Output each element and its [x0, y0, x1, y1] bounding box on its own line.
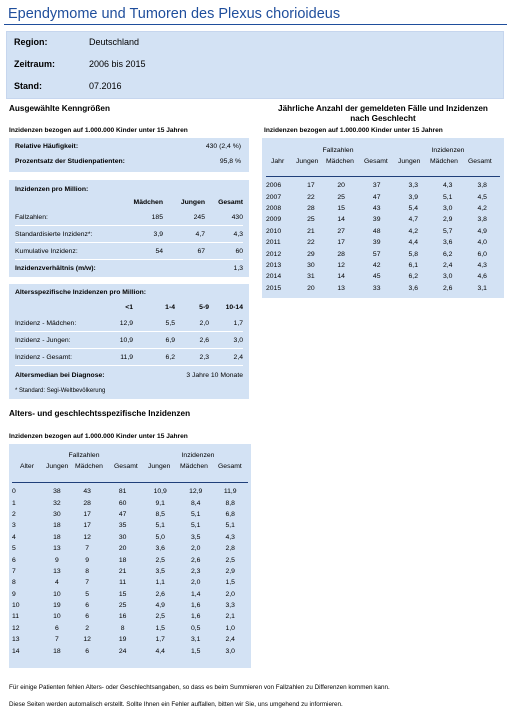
alter-col-gesamt: Gesamt: [114, 463, 138, 470]
alter-table-row: [12, 497, 248, 508]
alter-table-cell: 9: [54, 556, 59, 564]
alter-table-cell: 30: [53, 510, 61, 518]
jahr-table-cell: 25: [337, 193, 345, 201]
footer-note-1: Für einige Patienten fehlen Alters- oder Geschlechtsangaben, so dass es beim Summieren von Fallzahlen zu Differenzen kommen kann.: [9, 684, 390, 691]
alter-cell: 1,7: [233, 320, 243, 327]
alter-table-cell: 3,0: [225, 647, 235, 655]
alter-table-subheading: Inzidenzen bezogen auf 1.000.000 Kinder unter 15 Jahren: [9, 433, 188, 440]
alter-table-cell: 12: [83, 533, 91, 541]
jahr-table-cell: 31: [307, 273, 315, 281]
alter-table-cell: 7: [12, 567, 16, 575]
alter-table-cell: 7: [85, 579, 90, 587]
col-jungen: Jungen: [180, 199, 205, 206]
alter-table-cell: 4: [54, 579, 59, 587]
alter-table-cell: 10: [53, 613, 61, 621]
alter-table-cell: 5,0: [155, 533, 165, 541]
alter-group-inzidenzen: Inzidenzen: [181, 452, 215, 459]
jahr-table-cell: 43: [372, 204, 381, 212]
stand-label: Stand:: [14, 81, 42, 91]
alter-table-cell: 3,5: [190, 533, 201, 541]
alter-table-cell: 3,3: [225, 602, 235, 610]
alter-group-fallzahlen: Fallzahlen: [68, 452, 100, 459]
alter-table-cell: 10: [53, 590, 61, 598]
jahr-table-cell: 4,7: [408, 216, 418, 224]
kenngroessen-heading: Ausgewählte Kenngrößen: [9, 104, 110, 113]
alter-table-cell: 2: [12, 510, 16, 518]
alter-row-label: Inzidenz - Gesamt:: [15, 354, 73, 361]
kum-inzidenz-maedchen: 54: [155, 248, 163, 255]
jahr-table-cell: 17: [307, 182, 315, 190]
alter-table-cell: 6: [85, 613, 90, 621]
jahr-table-cell: 28: [307, 204, 315, 212]
alter-col-alter: Alter: [20, 463, 34, 470]
standard-note: * Standard: Segi-Weltbevölkerung: [15, 388, 106, 394]
alter-table-cell: 4,4: [155, 647, 165, 655]
jahr-subheading: Inzidenzen bezogen auf 1.000.000 Kinder unter 15 Jahren: [264, 127, 443, 134]
altersspezifisch-box: [9, 284, 249, 399]
jahr-col-inz-maedchen: Mädchen: [430, 158, 458, 165]
jahr-table-cell: 20: [337, 182, 345, 190]
alter-table-cell: 3,5: [155, 567, 165, 575]
jahr-table-row: [266, 203, 500, 214]
jahr-header-divider: [266, 176, 500, 177]
alter-table-row: [12, 566, 248, 577]
alter-table-cell: 2,5: [225, 556, 235, 564]
alter-table-cell: 15: [118, 590, 127, 598]
alter-table-cell: 5,1: [190, 510, 201, 518]
alter-table-cell: 6,8: [225, 510, 235, 518]
rel-haeufigkeit-value: 430 (2,4 %): [205, 143, 241, 150]
alter-table-cell: 2,0: [190, 545, 201, 553]
jahr-col-inz-gesamt: Gesamt: [468, 158, 492, 165]
jahr-table-cell: 14: [337, 273, 345, 281]
alter-table-cell: 13: [12, 636, 20, 644]
jahr-table-cell: 3,0: [443, 273, 453, 281]
jahr-table-cell: 39: [372, 216, 381, 224]
alter-table-cell: 1,0: [225, 624, 235, 632]
row-divider: [15, 331, 243, 332]
jahr-heading-line1: Jährliche Anzahl der gemeldeten Fälle und Inzidenzen: [278, 104, 488, 113]
jahr-table-cell: 4,4: [408, 239, 418, 247]
jahr-table-cell: 13: [337, 284, 345, 292]
alter-table-cell: 12: [83, 636, 91, 644]
zeitraum-value: 2006 bis 2015: [89, 59, 146, 69]
altersmedian-label: Altersmedian bei Diagnose:: [15, 372, 105, 379]
inzidenzen-pro-million-box: [9, 180, 249, 277]
alter-cell: 12,9: [119, 320, 133, 327]
kum-inzidenz-jungen: 67: [197, 248, 205, 255]
alter-table-cell: 8,4: [190, 499, 201, 507]
jahr-col-gesamt: Gesamt: [364, 158, 388, 165]
alter-table-cell: 1,7: [155, 636, 165, 644]
alter-table-cell: 2,5: [155, 556, 165, 564]
jahr-table-cell: 6,2: [408, 273, 418, 281]
alter-table-cell: 2,6: [190, 556, 201, 564]
jahr-table-cell: 2012: [266, 250, 282, 258]
alter-header-divider: [12, 482, 248, 483]
jahr-table-cell: 3,6: [443, 239, 453, 247]
alter-table-cell: 7: [54, 636, 59, 644]
std-inzidenz-gesamt: 4,3: [233, 231, 243, 238]
alter-row-label: Inzidenz - Mädchen:: [15, 320, 77, 327]
alter-table-cell: 35: [118, 522, 127, 530]
alter-table-cell: 43: [83, 488, 91, 496]
jahr-group-inzidenzen: Inzidenzen: [431, 147, 465, 154]
alter-table-cell: 38: [53, 488, 61, 496]
alter-table-cell: 10,9: [153, 488, 167, 496]
alter-table-cell: 18: [53, 522, 61, 530]
alter-table-cell: 1,6: [190, 613, 201, 621]
jahr-col-jahr: Jahr: [271, 158, 285, 165]
alter-table-cell: 1,5: [155, 624, 165, 632]
alter-table-row: [12, 554, 248, 565]
jahr-table-cell: 3,1: [477, 284, 487, 292]
alter-table-row: [12, 543, 248, 554]
fallzahlen-maedchen: 185: [151, 214, 163, 221]
alter-table-cell: 2,1: [225, 613, 235, 621]
alter-table-cell: 16: [118, 613, 127, 621]
alter-cell: 3,0: [233, 337, 243, 344]
jahr-table-row: [266, 248, 500, 259]
row-divider: [15, 348, 243, 349]
alter-table-cell: 47: [118, 510, 127, 518]
jahr-table-cell: 4,2: [477, 204, 487, 212]
alter-col-jungen: Jungen: [46, 463, 69, 470]
alter-table-cell: 2,0: [225, 590, 235, 598]
row-divider: [15, 225, 243, 226]
jahr-table-cell: 39: [372, 239, 381, 247]
alter-cell: 10,9: [119, 337, 133, 344]
alter-table-cell: 18: [118, 556, 127, 564]
alter-table-cell: 2,3: [190, 567, 201, 575]
alter-table-cell: 8: [120, 624, 125, 632]
jahr-table-row: [266, 283, 500, 294]
jahr-col-inz-jungen: Jungen: [398, 158, 421, 165]
jahr-table-cell: 4,3: [477, 261, 487, 269]
jahr-table-cell: 57: [372, 250, 381, 258]
jahr-table-cell: 2007: [266, 193, 282, 201]
alter-table-cell: 13: [53, 545, 61, 553]
title-divider: [4, 24, 507, 25]
jahr-table-cell: 3,6: [408, 284, 418, 292]
col-maedchen: Mädchen: [133, 199, 163, 206]
jahr-table-cell: 25: [307, 216, 315, 224]
alter-table-row: [12, 600, 248, 611]
alter-table-cell: 12,9: [189, 488, 203, 496]
alter-table-cell: 8: [12, 579, 16, 587]
alter-cell: 2,6: [199, 337, 209, 344]
jahr-table-row: [266, 271, 500, 282]
jahr-table-cell: 4,5: [477, 193, 487, 201]
alter-table-cell: 5: [85, 590, 90, 598]
alter-table-cell: 17: [83, 510, 91, 518]
alter-table-cell: 2,5: [155, 613, 165, 621]
alter-table-cell: 3,6: [155, 545, 165, 553]
alter-table-cell: 8: [85, 567, 90, 575]
alter-table-cell: 18: [53, 533, 61, 541]
jahr-table-cell: 15: [337, 204, 345, 212]
alter-table-cell: 9: [85, 556, 90, 564]
alter-col-inz-maedchen: Mädchen: [180, 463, 208, 470]
jahr-table-cell: 3,8: [477, 216, 487, 224]
alter-table-cell: 10: [12, 602, 20, 610]
jahr-table-cell: 3,8: [477, 182, 487, 190]
region-value: Deutschland: [89, 37, 140, 47]
jahr-table-cell: 2009: [266, 216, 282, 224]
jahr-table-cell: 12: [337, 261, 345, 269]
kum-inzidenz-label: Kumulative Inzidenz:: [15, 248, 78, 255]
jahr-table-cell: 6,2: [443, 250, 453, 258]
jahr-table-cell: 2010: [266, 227, 282, 235]
alter-table-cell: 5: [12, 545, 16, 553]
row-divider: [15, 365, 243, 366]
jahr-table-cell: 14: [337, 216, 345, 224]
jahr-table-cell: 3,3: [408, 182, 418, 190]
alter-table-cell: 9,1: [155, 499, 165, 507]
jahr-table-cell: 45: [372, 273, 381, 281]
jahr-table-cell: 4,6: [477, 273, 487, 281]
jahr-table-cell: 48: [372, 227, 381, 235]
fallzahlen-label: Fallzahlen:: [15, 214, 48, 221]
row-divider: [15, 242, 243, 243]
jahr-table-cell: 2015: [266, 284, 282, 292]
alter-table-row: [12, 589, 248, 600]
jahr-table-row: [266, 226, 500, 237]
alter-table-cell: 9: [12, 590, 16, 598]
fallzahlen-gesamt: 430: [231, 214, 243, 221]
jahr-table-cell: 2008: [266, 204, 282, 212]
col-gesamt: Gesamt: [218, 199, 243, 206]
jahr-table-cell: 21: [307, 227, 315, 235]
alter-table-cell: 2,6: [155, 590, 165, 598]
jahr-table-cell: 3,9: [408, 193, 418, 201]
jahr-table-cell: 5,8: [408, 250, 418, 258]
jahr-table-cell: 2013: [266, 261, 282, 269]
alter-table-row: [12, 532, 248, 543]
stand-value: 07.2016: [89, 81, 122, 91]
jahr-table-cell: 22: [307, 193, 315, 201]
alter-table-cell: 0: [12, 488, 16, 496]
alter-col-3: 5-9: [199, 304, 209, 311]
jahr-table-cell: 4,9: [477, 227, 487, 235]
jahr-table-row: [266, 260, 500, 271]
alter-table-cell: 81: [118, 488, 127, 496]
jahr-table-cell: 20: [307, 284, 315, 292]
alter-table-row: [12, 509, 248, 520]
alter-table-row: [12, 486, 248, 497]
alter-table-cell: 2,0: [190, 579, 201, 587]
fallzahlen-jungen: 245: [193, 214, 205, 221]
alter-table-cell: 20: [118, 545, 127, 553]
alter-cell: 11,9: [120, 354, 133, 361]
altersmedian-value: 3 Jahre 10 Monate: [186, 372, 243, 379]
alter-table-cell: 2: [85, 624, 90, 632]
alter-col-inz-gesamt: Gesamt: [218, 463, 242, 470]
jahr-table-cell: 3,0: [443, 204, 453, 212]
prozentsatz-label: Prozentsatz der Studienpatienten:: [15, 158, 125, 165]
alter-table-cell: 14: [12, 647, 20, 655]
rel-haeufigkeit-label: Relative Häufigkeit:: [15, 143, 79, 150]
alter-table-cell: 7: [85, 545, 90, 553]
footer-note-2: Diese Seiten werden automalisch erstellt. Sollte Ihnen ein Fehler auffallen, bitten wir Sie, uns umgehend zu informieren.: [9, 701, 343, 708]
alter-col-inz-jungen: Jungen: [148, 463, 171, 470]
alter-table-cell: 8,5: [155, 510, 165, 518]
jahr-table-cell: 27: [337, 227, 345, 235]
jahr-table-cell: 37: [372, 182, 381, 190]
alter-table-heading: Alters- und geschlechtsspezifische Inzidenzen: [9, 409, 191, 418]
alter-table-cell: 1,5: [190, 647, 201, 655]
alter-table-cell: 2,8: [225, 545, 235, 553]
jahr-table-cell: 33: [372, 284, 381, 292]
alter-table-cell: 6: [54, 624, 59, 632]
alter-col-4: 10-14: [225, 304, 243, 311]
alter-table-cell: 4: [12, 533, 16, 541]
alter-table-cell: 11,9: [223, 488, 237, 496]
alter-table-row: [12, 577, 248, 588]
alter-table-cell: 32: [53, 499, 61, 507]
alter-table-cell: 6: [85, 602, 90, 610]
jahr-col-maedchen: Mädchen: [326, 158, 354, 165]
jahr-table-cell: 42: [372, 261, 381, 269]
jahr-table-cell: 2,4: [443, 261, 453, 269]
alter-cell: 2,4: [233, 354, 243, 361]
jahr-table-cell: 47: [372, 193, 381, 201]
meta-box: [6, 31, 504, 99]
jahr-table-cell: 29: [307, 250, 315, 258]
jahr-table-cell: 30: [307, 261, 315, 269]
alter-cell: 5,5: [165, 320, 175, 327]
jahr-group-fallzahlen: Fallzahlen: [322, 147, 354, 154]
jahr-table-cell: 2006: [266, 182, 282, 190]
alter-table-cell: 18: [53, 647, 61, 655]
haeufigkeit-box: [9, 138, 249, 172]
jahr-table-cell: 2014: [266, 273, 282, 281]
alter-table-cell: 5,1: [190, 522, 201, 530]
alter-table-cell: 6: [85, 647, 90, 655]
alter-col-1: <1: [125, 304, 133, 311]
alter-table-cell: 21: [118, 567, 127, 575]
jahr-table-row: [266, 237, 500, 248]
alter-table-cell: 1: [12, 499, 16, 507]
jahr-table-cell: 22: [307, 239, 315, 247]
alter-table-cell: 2,4: [225, 636, 235, 644]
jahr-table-row: [266, 180, 500, 191]
jahr-table-cell: 5,7: [443, 227, 453, 235]
region-label: Region:: [14, 37, 48, 47]
alter-cell: 6,9: [165, 337, 175, 344]
alter-table-cell: 60: [118, 499, 127, 507]
ipm-heading: Inzidenzen pro Million:: [15, 186, 89, 193]
jahr-table-row: [266, 191, 500, 202]
alter-table-cell: 2,9: [225, 567, 235, 575]
alter-table-cell: 11: [12, 613, 20, 621]
jahr-table-cell: 6,1: [408, 261, 418, 269]
jahr-table-row: [266, 214, 500, 225]
prozentsatz-value: 95,8 %: [219, 158, 241, 165]
alter-cell: 2,0: [199, 320, 209, 327]
alter-table-cell: 13: [53, 567, 61, 575]
alter-table-cell: 0,5: [190, 624, 201, 632]
alter-table-cell: 1,5: [225, 579, 235, 587]
jahr-table-cell: 6,0: [477, 250, 487, 258]
alter-table-cell: 11: [119, 579, 127, 587]
alter-cell: 2,3: [199, 354, 209, 361]
alter-table-cell: 24: [118, 647, 127, 655]
alter-table-cell: 25: [118, 602, 127, 610]
alter-table-row: [12, 623, 248, 634]
jahr-table-cell: 4,0: [477, 239, 487, 247]
jahr-col-jungen: Jungen: [296, 158, 319, 165]
alter-table-cell: 4,9: [155, 602, 165, 610]
inzidenzverhaeltnis-value: 1,3: [233, 265, 243, 272]
alter-table-cell: 12: [12, 624, 20, 632]
alter-heading: Altersspezifische Inzidenzen pro Million:: [15, 289, 147, 296]
jahr-table-cell: 5,4: [408, 204, 418, 212]
std-inzidenz-maedchen: 3,9: [153, 231, 163, 238]
alter-col-maedchen: Mädchen: [75, 463, 103, 470]
alter-table-cell: 19: [118, 636, 127, 644]
alter-table-row: [12, 634, 248, 645]
jahr-table-cell: 4,2: [408, 227, 418, 235]
page-title: Ependymome und Tumoren des Plexus chorioideus: [8, 6, 341, 22]
row-divider: [15, 259, 243, 260]
jahr-table: [266, 180, 500, 294]
alter-table-cell: 4,3: [225, 533, 235, 541]
alter-cell: 6,2: [165, 354, 175, 361]
kenngroessen-subheading: Inzidenzen bezogen auf 1.000.000 Kinder unter 15 Jahren: [9, 127, 188, 134]
alter-table-cell: 1,4: [190, 590, 201, 598]
std-inzidenz-jungen: 4,7: [195, 231, 205, 238]
inzidenzverhaeltnis-label: Inzidenzverhältnis (m/w):: [15, 265, 96, 272]
std-inzidenz-label: Standardisierte Inzidenz*:: [15, 231, 93, 238]
jahr-table-cell: 28: [337, 250, 345, 258]
jahr-table-cell: 2011: [266, 239, 281, 247]
alter-table-row: [12, 611, 248, 622]
alter-table-cell: 6: [12, 556, 16, 564]
alter-table-cell: 1,1: [155, 579, 165, 587]
alter-table-cell: 3,1: [190, 636, 201, 644]
jahr-table-cell: 2,9: [443, 216, 453, 224]
alter-table-row: [12, 520, 248, 531]
alter-table-cell: 3: [12, 522, 16, 530]
alter-table-cell: 5,1: [155, 522, 165, 530]
alter-table-cell: 5,1: [225, 522, 235, 530]
alter-table-cell: 1,6: [190, 602, 201, 610]
alter-row-label: Inzidenz - Jungen:: [15, 337, 71, 344]
zeitraum-label: Zeitraum:: [14, 59, 56, 69]
alter-table: [12, 486, 248, 657]
kum-inzidenz-gesamt: 60: [235, 248, 243, 255]
alter-table-row: [12, 645, 248, 656]
jahr-heading-line2: nach Geschlecht: [350, 114, 416, 123]
jahr-table-cell: 4,3: [443, 182, 453, 190]
jahr-table-cell: 17: [337, 239, 345, 247]
jahr-table-cell: 2,6: [443, 284, 453, 292]
alter-table-cell: 30: [118, 533, 127, 541]
alter-table-cell: 8,8: [225, 499, 235, 507]
alter-table-cell: 17: [83, 522, 91, 530]
alter-table-cell: 28: [83, 499, 91, 507]
alter-col-2: 1-4: [165, 304, 175, 311]
alter-table-cell: 19: [53, 602, 61, 610]
jahr-table-cell: 5,1: [443, 193, 453, 201]
